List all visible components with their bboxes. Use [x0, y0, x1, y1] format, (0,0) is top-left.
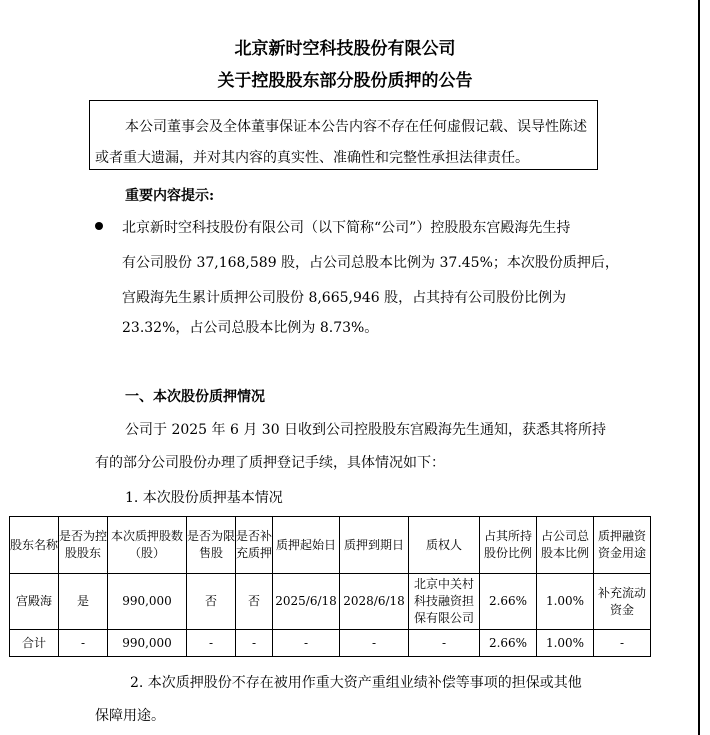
key-line-2: 有公司股份 37,168,589 股，占公司总股本比例为 37.45%；本次股份质押后，: [122, 255, 619, 271]
cell-purpose: 补充流动资金: [594, 574, 651, 630]
total-supplementary: -: [236, 630, 273, 657]
total-pledgee: -: [409, 630, 480, 657]
total-purpose: -: [594, 630, 651, 657]
col-supplementary: 是否补充质押: [236, 517, 273, 574]
total-controlling: -: [59, 630, 108, 657]
bullet-icon: [95, 222, 103, 230]
section1-heading: 一、本次股份质押情况: [125, 389, 265, 405]
total-end-date: -: [340, 630, 409, 657]
cell-shareholder: 宫殿海: [10, 574, 59, 630]
cell-total-ratio: 1.00%: [537, 574, 594, 630]
col-purpose: 质押融资资金用途: [594, 517, 651, 574]
subsection2-line-1: 2. 本次质押股份不存在被用作重大资产重组业绩补偿等事项的担保或其他: [130, 675, 582, 691]
col-pledgee: 质权人: [409, 517, 480, 574]
total-held-ratio: 2.66%: [480, 630, 537, 657]
table-row: [10, 574, 651, 630]
key-line-1: 北京新时空科技股份有限公司（以下简称“公司”）控股股东宫殿海先生持: [122, 220, 571, 236]
total-label: 合计: [10, 630, 59, 657]
cell-held-ratio: 2.66%: [480, 574, 537, 630]
col-controlling: 是否为控股股东: [59, 517, 108, 574]
total-restricted: -: [187, 630, 236, 657]
cell-end-date: 2028/6/18: [340, 574, 409, 630]
company-name: 北京新时空科技股份有限公司: [234, 39, 456, 59]
notice-line-1: 本公司董事会及全体董事保证本公告内容不存在任何虚假记载、误导性陈述: [125, 119, 587, 135]
cell-pledgee: 北京中关村科技融资担保有限公司: [409, 574, 480, 630]
pledge-table: [9, 516, 651, 657]
col-start-date: 质押起始日: [273, 517, 340, 574]
section1-line-1: 公司于 2025 年 6 月 30 日收到公司控股股东宫殿海先生通知，获悉其将所持: [125, 422, 607, 438]
cell-controlling: 是: [59, 574, 108, 630]
col-restricted: 是否为限售股: [187, 517, 236, 574]
key-line-4: 23.32%，占公司总股本比例为 8.73%。: [122, 320, 379, 336]
col-shareholder: 股东名称: [10, 517, 59, 574]
col-end-date: 质押到期日: [340, 517, 409, 574]
announcement-title: 关于控股股东部分股份质押的公告: [217, 71, 473, 91]
table-total-row: [10, 630, 651, 657]
col-pledged-shares: 本次质押股数（股）: [108, 517, 187, 574]
notice-line-2: 或者重大遗漏，并对其内容的真实性、准确性和完整性承担法律责任。: [95, 150, 529, 166]
total-pledged-shares: 990,000: [108, 630, 187, 657]
col-held-ratio: 占其所持股份比例: [480, 517, 537, 574]
key-line-3: 宫殿海先生累计质押公司股份 8,665,946 股，占其持有公司股份比例为: [122, 290, 567, 306]
total-total-ratio: 1.00%: [537, 630, 594, 657]
table-header-row: [10, 517, 651, 574]
cell-pledged-shares: 990,000: [108, 574, 187, 630]
total-start-date: -: [273, 630, 340, 657]
subsection1-heading: 1. 本次股份质押基本情况: [125, 490, 283, 506]
subsection2-line-2: 保障用途。: [95, 708, 165, 724]
cell-start-date: 2025/6/18: [273, 574, 340, 630]
page-edge-bar: [698, 0, 700, 735]
key-info-heading: 重要内容提示:: [125, 188, 215, 204]
cell-supplementary: 否: [236, 574, 273, 630]
cell-restricted: 否: [187, 574, 236, 630]
section1-line-2: 有的部分公司股份办理了质押登记手续，具体情况如下：: [95, 455, 445, 471]
col-total-ratio: 占公司总股本比例: [537, 517, 594, 574]
